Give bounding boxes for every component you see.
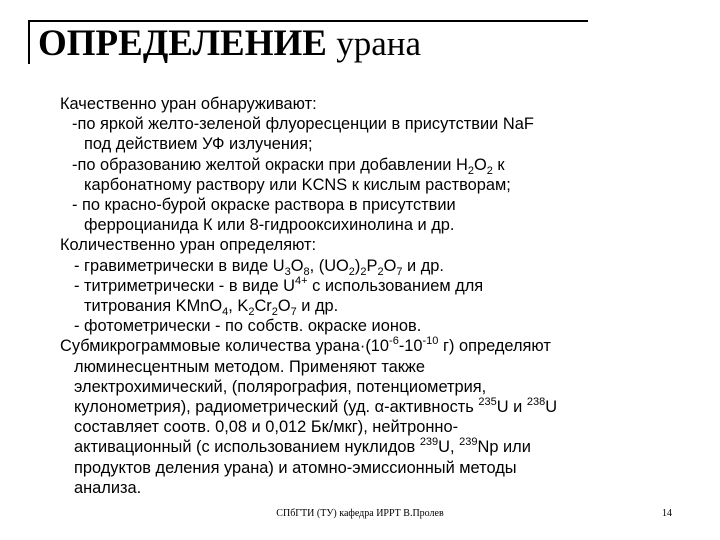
text-run: Cr (254, 297, 272, 316)
text-line: анализа. (74, 478, 142, 497)
qualitative-item-ferrocyanide (60, 195, 682, 215)
text-run: O (473, 155, 487, 174)
text-run: к (492, 155, 505, 174)
text-line: продуктов деления урана) и атомно-эмиссионный методы (74, 458, 517, 477)
qualitative-heading (60, 94, 682, 114)
text-line: электрохимический, (полярография, потенциометрия, (74, 377, 487, 396)
quantitative-item-gravimetric (60, 256, 682, 276)
text-line: карбонатному раствору или KCNS к кислым растворам; (84, 175, 511, 194)
text-run: O (290, 256, 304, 275)
text-run: активационный (с использованием нуклидов (74, 438, 420, 457)
subscript: 2 (271, 306, 278, 319)
title-frame-left-border (28, 20, 30, 64)
subscript: 8 (303, 265, 310, 278)
quantitative-heading (60, 235, 682, 255)
superscript: 238 (526, 396, 546, 409)
qualitative-item-peroxide-cont (60, 175, 682, 195)
text-run: г) определяют (438, 337, 551, 356)
text-run: и др. (296, 297, 339, 316)
text-run: с использованием для (307, 276, 484, 295)
submicrogram-heading (60, 336, 682, 356)
text-run: - гравиметрически в виде U (74, 256, 285, 275)
slide-footer: СПбГТИ (ТУ) кафедра ИРРТ В.Пролев (276, 508, 444, 519)
quantitative-item-titrimetric-cont (60, 296, 682, 319)
text-run: U и (496, 398, 527, 417)
qualitative-item-fluorescence (60, 114, 682, 134)
subscript: 2 (486, 164, 493, 177)
subscript: 2 (248, 306, 255, 319)
text-run: Np или (477, 438, 531, 457)
text-run: -по образованию желтой окраски при добавлении H (72, 155, 468, 174)
text-line: ферроцианида К или 8-гидрооксихинолина и др. (84, 216, 455, 235)
subscript: 2 (377, 265, 384, 278)
submicrogram-text (60, 397, 682, 417)
text-line: - по красно-бурой окраске раствора в присутствии (72, 196, 456, 215)
superscript: 239 (459, 436, 478, 449)
quantitative-item-photometric (60, 316, 682, 336)
text-line: составляет соотв. 0,08 и 0,012 Бк/мкг), нейтронно- (74, 418, 459, 437)
superscript: 4+ (295, 274, 308, 287)
submicrogram-text (60, 437, 682, 457)
subscript: 3 (284, 265, 291, 278)
qualitative-item-ferrocyanide-cont (60, 215, 682, 235)
text-run: - титриметрически - в виде U (74, 276, 296, 295)
text-line: под действием УФ излучения; (84, 135, 313, 154)
subscript: 7 (396, 265, 403, 278)
text-run: и др. (402, 256, 444, 275)
text-run: , (UO (309, 256, 349, 275)
text-line: - фотометрически - по собств. окраске ионов. (74, 317, 422, 336)
text-line: -по яркой желто-зеленой флуоресценции в присутствии NaF (72, 115, 534, 134)
superscript: 239 (419, 436, 439, 449)
text-run: , K (228, 297, 249, 316)
slide-title (38, 22, 421, 66)
page-number: 14 (662, 508, 672, 519)
subscript: 2 (360, 265, 367, 278)
text-line: Качественно уран обнаруживают: (60, 95, 317, 113)
submicrogram-text (60, 478, 682, 498)
submicrogram-text (60, 458, 682, 478)
submicrogram-text (60, 357, 682, 377)
quantitative-item-titrimetric (60, 276, 682, 296)
superscript: -6 (389, 335, 399, 348)
subscript: 2 (467, 164, 474, 177)
submicrogram-text (60, 417, 682, 437)
slide-body (60, 94, 682, 498)
submicrogram-text (60, 377, 682, 397)
subscript: 4 (222, 306, 229, 319)
text-run: титрования KMnO (84, 297, 223, 316)
text-run: O (383, 256, 397, 275)
text-run: U (545, 398, 558, 417)
text-run: U, (438, 438, 460, 457)
superscript: -10 (422, 335, 439, 348)
superscript: 235 (478, 396, 497, 409)
slide-title-main: ОПРЕДЕЛЕНИЕ (38, 23, 327, 64)
qualitative-item-fluorescence-cont (60, 134, 682, 154)
slide-title-rest: урана (336, 24, 422, 63)
text-run: -10 (398, 337, 423, 356)
text-run: ) (354, 256, 361, 275)
text-run: O (277, 297, 291, 316)
text-run: кулонометрия), радиометрический (уд. α-активность (74, 398, 479, 417)
text-line: Количественно уран определяют: (60, 236, 317, 255)
qualitative-item-peroxide (60, 155, 682, 175)
subscript: 7 (290, 306, 297, 319)
text-run: P (366, 256, 378, 275)
text-line: люминесцентным методом. Применяют также (74, 357, 426, 376)
subscript: 2 (348, 265, 355, 278)
text-run: Субмикрограммовые количества урана·(10 (60, 337, 390, 356)
